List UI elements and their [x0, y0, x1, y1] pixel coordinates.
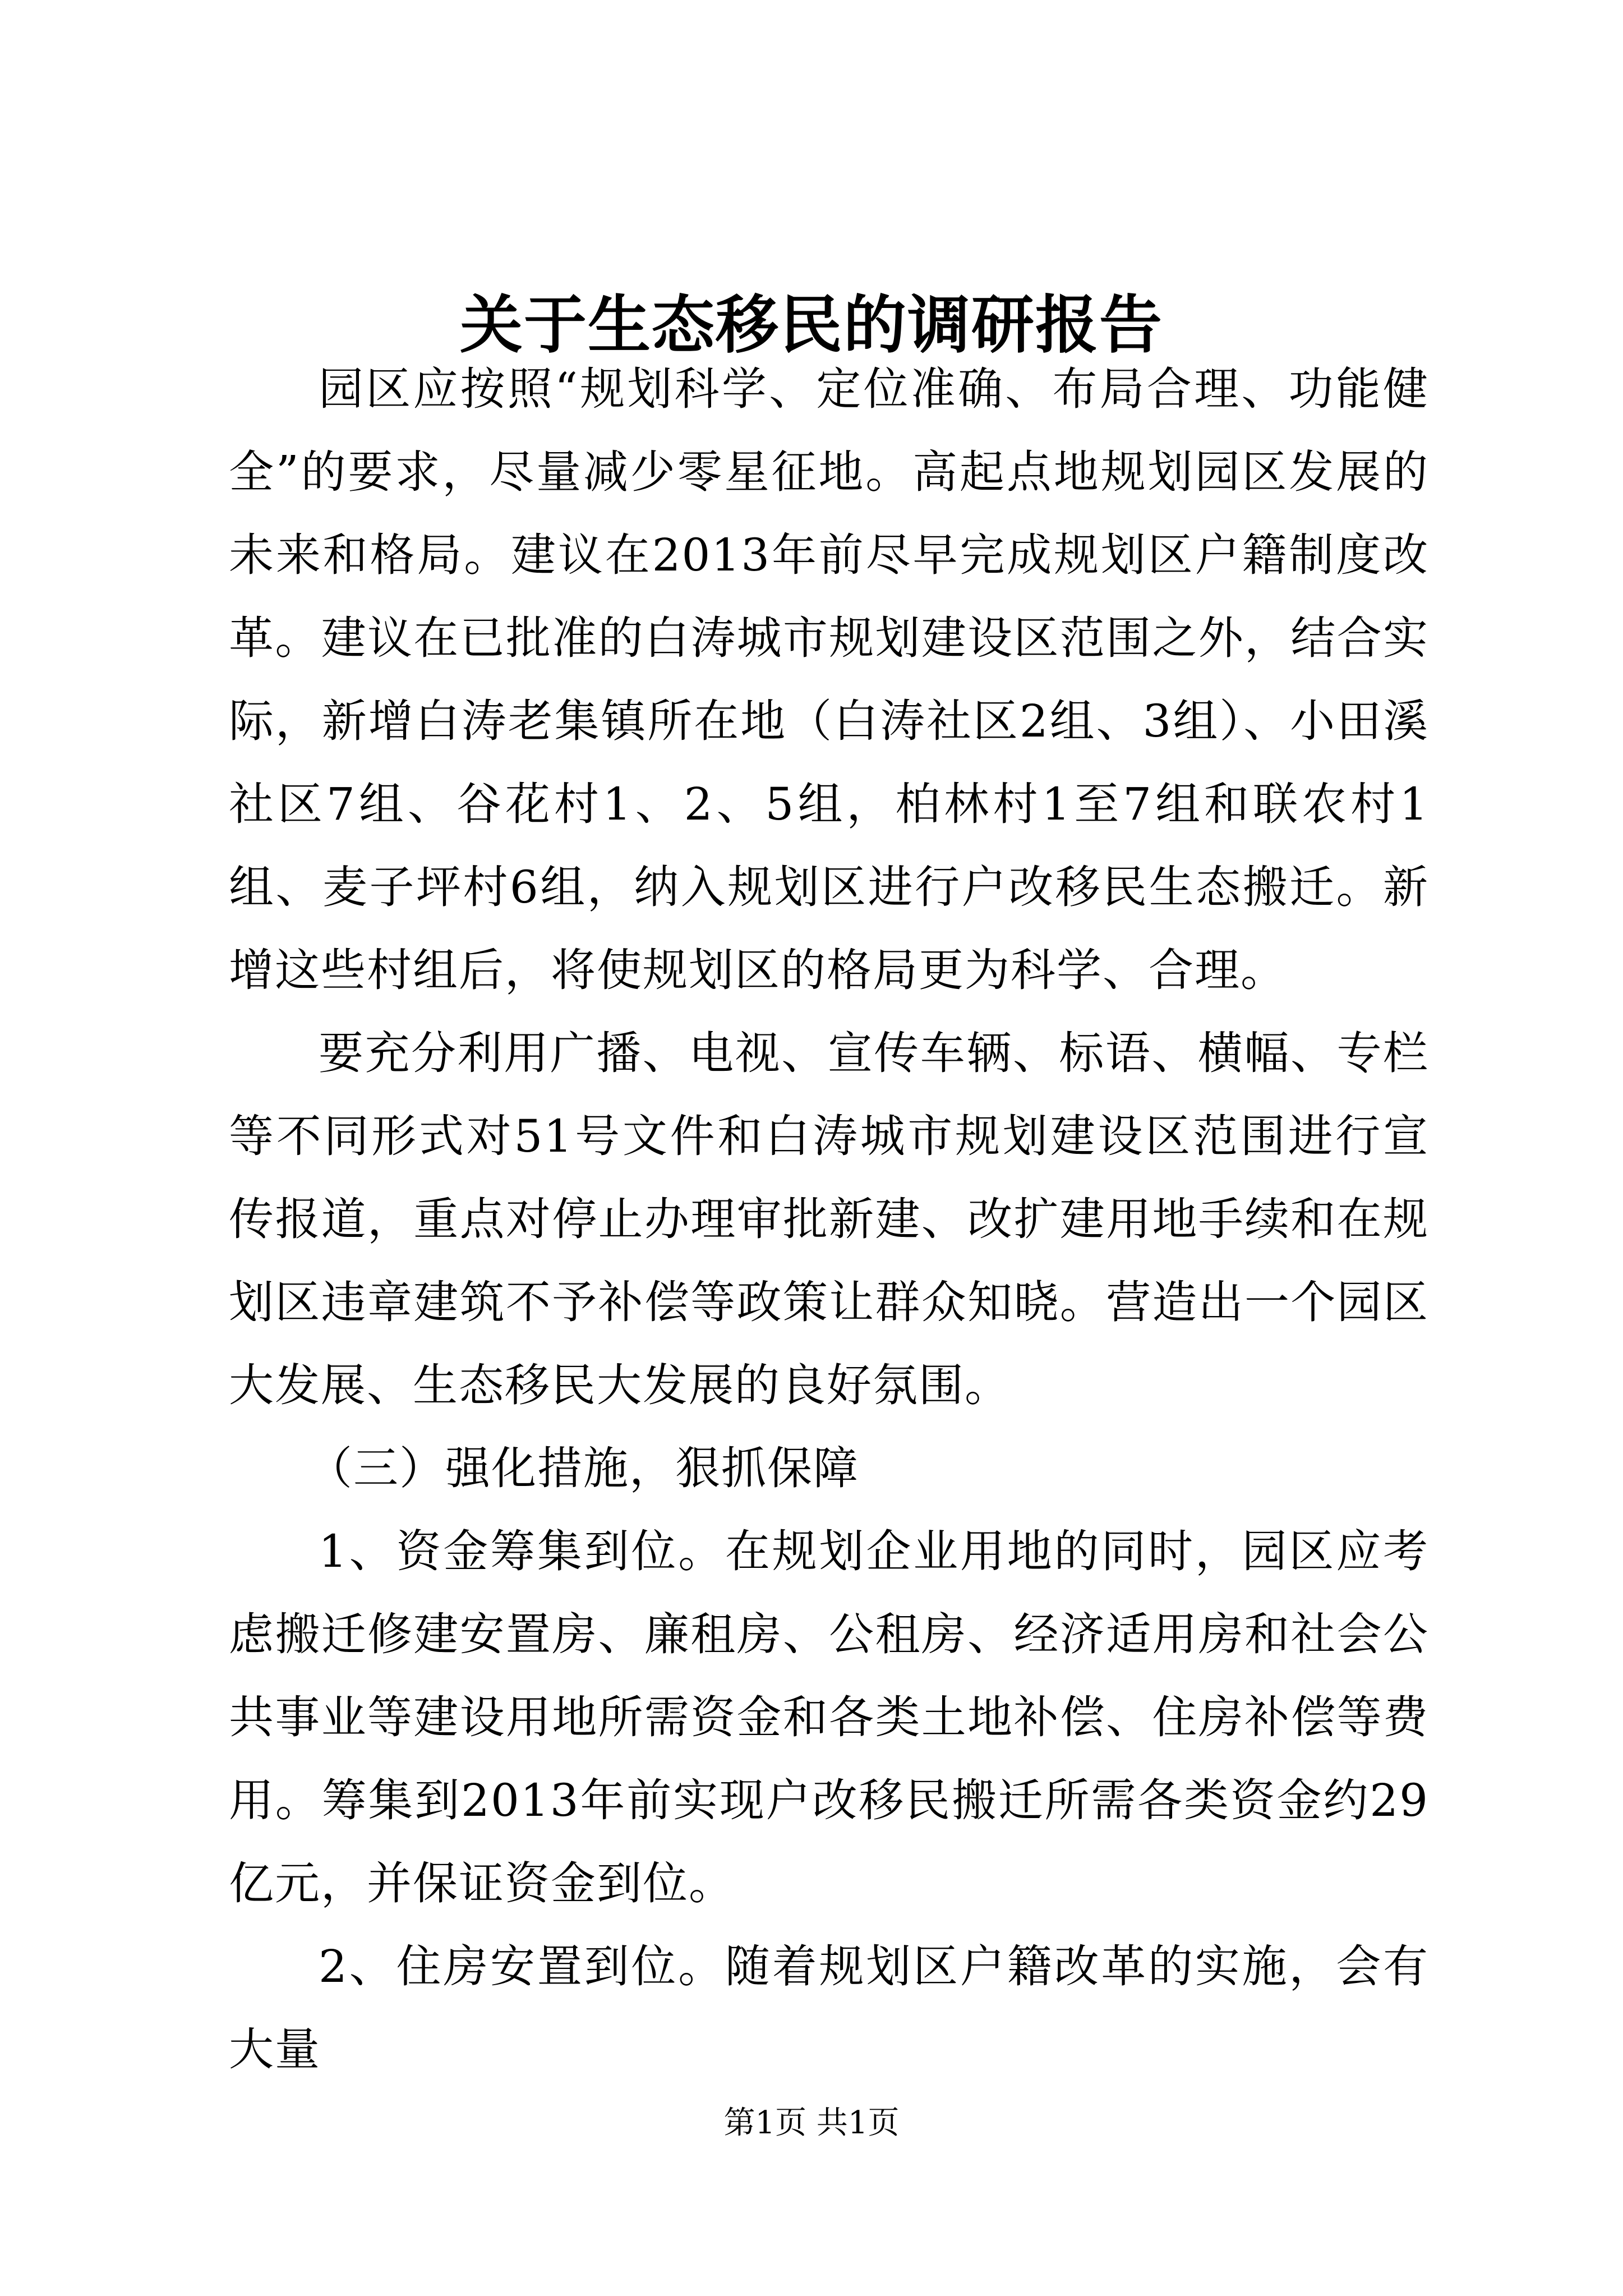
section-heading-measures: （三）强化措施，狠抓保障	[307, 1442, 859, 1494]
paragraph-housing: 2、住房安置到位。随着规划区户籍改革的实施，会有大量	[229, 1940, 1429, 2076]
paragraph-publicity: 要充分利用广播、电视、宣传车辆、标语、横幅、专栏等不同形式对51号文件和白涛城市规划建设区范围进行宣传报道，重点对停止办理审批新建、改扩建用地手续和在规划区违章建筑不予补偿等政策让群众知晓。营造出一个园区大发展、生态移民大发展的良好氛围。	[229, 1027, 1429, 1411]
paragraph-planning: 园区应按照“规划科学、定位准确、布局合理、功能健全”的要求，尽量减少零星征地。高起点地规划园区发展的未来和格局。建议在2013年前尽早完成规划区户籍制度改革。建议在已批准的白涛城市规划建设区范围之外，结合实际，新增白涛老集镇所在地（白涛社区2组、3组）、小田溪社区7组、谷花村1、2、5组，柏林村1至7组和联农村1组、麦子坪村6组，纳入规划区进行户改移民生态搬迁。新增这些村组后，将使规划区的格局更为科学、合理。	[229, 363, 1429, 996]
document-body	[229, 348, 1429, 2091]
document-title: 关于生态移民的调研报告	[460, 288, 1163, 362]
paragraph-funding: 1、资金筹集到位。在规划企业用地的同时，园区应考虑搬迁修建安置房、廉租房、公租房、经济适用房和社会公共事业等建设用地所需资金和各类土地补偿、住房补偿等费用。筹集到2013年前实现户改移民搬迁所需各类资金约29亿元，并保证资金到位。	[229, 1525, 1429, 1910]
page-footer: 第1页 共1页	[723, 2105, 900, 2141]
